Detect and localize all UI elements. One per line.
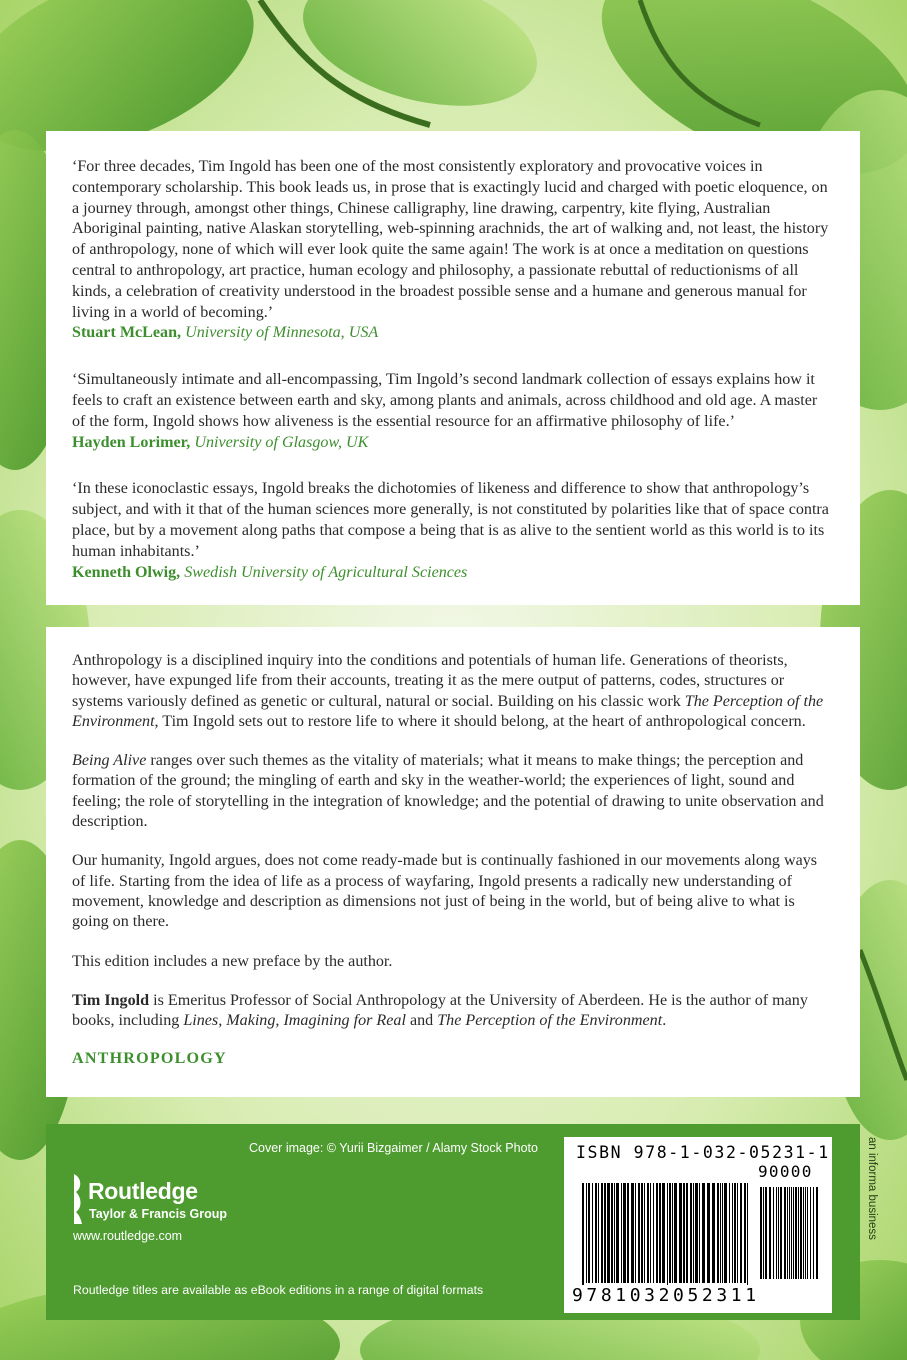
barcode-bar (816, 1187, 818, 1279)
quote-affiliation: Swedish University of Agricultural Sciences (184, 563, 468, 581)
barcode-bar (631, 1183, 634, 1283)
brand-name: Routledge (88, 1178, 198, 1204)
edition-note: This edition includes a new preface by the author. (72, 952, 393, 970)
barcode-bar (810, 1187, 811, 1279)
barcode-bar (667, 1183, 668, 1291)
author-name: Tim Ingold (72, 991, 150, 1009)
barcode-bar (699, 1183, 700, 1283)
quote-text: ‘Simultaneously intimate and all-encompassing, Tim Ingold’s second landmark collection of essays explains how it feels to craft an existence between earth and sky, among plants and animals, across childhood and old age. A master of the form, Ingold shows how aliveness is the essential resource for an affirmative philosophy of life.’ (72, 371, 818, 430)
barcode-bar (611, 1183, 613, 1283)
quote-attribution (72, 563, 834, 584)
barcode-bar (787, 1187, 788, 1279)
endorsements-panel (46, 131, 860, 605)
barcode-bar (702, 1183, 705, 1283)
barcode-bar (659, 1183, 661, 1283)
barcode-bar (734, 1183, 736, 1283)
cover-credit: Cover image: © Yurii Bizgaimer / Alamy Stock Photo (249, 1141, 538, 1155)
barcode-bar (650, 1183, 651, 1283)
barcode-bar (747, 1183, 748, 1291)
quote-affiliation: University of Glasgow, UK (194, 433, 369, 451)
barcode-bar (638, 1183, 640, 1283)
barcode-bar (653, 1183, 654, 1283)
barcode-bar (732, 1183, 733, 1283)
barcode-bar (614, 1183, 615, 1283)
barcode-bar (722, 1183, 723, 1283)
barcode-bar (595, 1183, 597, 1283)
barcode-bar (773, 1187, 774, 1279)
author-bio: Tim Ingold is Emeritus Professor of Social Anthropology at the University of Aberdeen. He is the author of many books, including Lines, Making, Imagining for Real and The Perception of the Environment. (72, 991, 808, 1030)
barcode-bar (604, 1183, 606, 1283)
barcode-bar (707, 1183, 710, 1283)
price-code: 90000 (758, 1162, 813, 1181)
barcode-bar (683, 1183, 685, 1283)
barcode-bar (607, 1183, 610, 1283)
barcode-bar (616, 1183, 619, 1283)
barcode-bar (686, 1183, 688, 1283)
quote-text: ‘In these iconoclastic essays, Ingold breaks the dichotomies of likeness and difference to show that anthropology’s subject, and with it that of the human sciences more generally, is not constituted by polarities like that of space contra place, but by a movement along paths that compose a being that is as alive to the sentient world as this world is to its human inhabitants.’ (72, 480, 829, 560)
barcode-bar (729, 1183, 730, 1283)
barcode-bar (695, 1183, 698, 1283)
barcode-bar (712, 1183, 715, 1283)
barcode-bar (598, 1183, 599, 1283)
endorsement-3 (72, 479, 834, 583)
barcode-bar (586, 1183, 587, 1283)
barcode-bar (800, 1187, 802, 1279)
barcode-bar (647, 1183, 649, 1283)
barcode-bar (674, 1183, 677, 1283)
endorsement-1 (72, 157, 834, 344)
barcode-bar (813, 1187, 814, 1279)
barcode-bar (793, 1187, 794, 1279)
barcode-bar (672, 1183, 673, 1283)
barcode-bar (740, 1183, 742, 1283)
barcode-bar (635, 1183, 636, 1283)
barcode-bar (789, 1187, 790, 1279)
barcode-bar (798, 1187, 799, 1279)
book-title: The Perception of the Environment (72, 692, 824, 730)
quote-author: Hayden Lorimer, (72, 433, 191, 451)
quote-author: Stuart McLean, (72, 324, 182, 342)
barcode-bar (621, 1183, 622, 1283)
description-paragraph-2: Being Alive ranges over such themes as the vitality of materials; what it means to make things; the perception and formation of the ground; the mingling of earth and sky in the weather-world; the experiences of light, sound and feeling; the role of storytelling in the integration of knowledge; and the potential of drawing to unite observation and description. (72, 752, 824, 831)
ebook-note: Routledge titles are available as eBook editions in a range of digital formats (73, 1283, 484, 1297)
description-panel (46, 627, 860, 1097)
barcode-bar (693, 1183, 694, 1283)
publisher-footer (46, 1124, 860, 1320)
barcode-bar (807, 1187, 808, 1279)
informa-tagline: an informa business (866, 1137, 878, 1240)
publisher-url[interactable]: www.routledge.com (73, 1229, 183, 1243)
subject-category: ANTHROPOLOGY (72, 1050, 227, 1068)
barcode-bar (601, 1183, 603, 1283)
barcode-bar (588, 1183, 590, 1283)
barcode-bar (763, 1187, 764, 1279)
quote-author: Kenneth Olwig, (72, 563, 181, 581)
brand-subtitle: Taylor & Francis Group (89, 1207, 227, 1221)
barcode-bar (778, 1187, 779, 1279)
barcode-bar (669, 1183, 671, 1283)
barcode-bar (744, 1183, 746, 1283)
barcode-bar (737, 1183, 738, 1283)
barcode-bar (679, 1183, 682, 1283)
description-paragraph-1: Anthropology is a disciplined inquiry into the conditions and potentials of human life. Generations of theorists, however, have expunged life from their accounts, treating it as the mere output of patterns, codes, structures or systems variously defined as genetic or cultural, natural or social. Building on his classic work The Perception of the Environment, Tim Ingold sets out to restore life to where it should belong, at the heart of anthropological concern. (72, 652, 824, 730)
barcode (572, 1183, 822, 1301)
barcode-bar (656, 1183, 658, 1283)
barcode-bar (644, 1183, 645, 1283)
description-paragraph-3: Our humanity, Ingold argues, does not come ready-made but is continually fashioned in our movements along ways of life. Starting from the idea of life as a process of wayfaring, Ingold presents a radically new understanding of movement, knowledge and description as dimensions not just of being in the world, but of being alive to what is going on there. (72, 852, 818, 931)
quote-attribution (72, 323, 834, 344)
isbn-barcode-box (564, 1137, 832, 1313)
barcode-bar (690, 1183, 692, 1283)
barcode-bar (776, 1187, 777, 1279)
endorsement-2 (72, 370, 834, 453)
isbn-label: ISBN 978-1-032-05231-1 (576, 1143, 830, 1162)
barcode-bar (769, 1187, 771, 1279)
quote-text: ‘For three decades, Tim Ingold has been one of the most consistently exploratory and provocative voices in contemporary scholarship. This book leads us, in prose that is exactingly lucid and charged with poetic eloquence, on a journey through, amongst other things, Chinese calligraphy, line drawing, carpentry, kite flying, Australian Aboriginal painting, native Alaskan storytelling, web-spinning arachnids, the art of walking and, not least, the history of anthropology, none of which will ever look quite the same again! The work is at once a meditation on questions central to anthropology, art practice, human ecology and philosophy, a passionate rebuttal of reductionisms of all kinds, a celebration of creativity understood in the broadest possible sense and a humane and generous manual for living in a world of becoming.’ (72, 158, 829, 321)
barcode-bar (765, 1187, 767, 1279)
barcode-bar (791, 1187, 792, 1279)
ean-digits: 9781032052311 (572, 1285, 760, 1306)
barcode-bar (795, 1187, 797, 1279)
barcode-bar (720, 1183, 721, 1283)
quote-affiliation: University of Minnesota, USA (185, 324, 379, 342)
barcode-bar (582, 1183, 584, 1291)
barcode-bar (724, 1183, 727, 1283)
routledge-logo-icon (72, 1174, 84, 1224)
barcode-bar (784, 1187, 786, 1279)
book-title: Being Alive (72, 752, 147, 770)
barcode-bar (641, 1183, 643, 1283)
barcode-bar (780, 1187, 782, 1279)
barcode-bar (623, 1183, 626, 1283)
barcode-bar (803, 1187, 804, 1279)
barcode-bar (627, 1183, 629, 1283)
barcode-bar (717, 1183, 719, 1283)
barcode-bar (805, 1187, 806, 1279)
barcode-bar (592, 1183, 593, 1283)
barcode-bar (760, 1187, 762, 1279)
barcode-bar (662, 1183, 665, 1283)
quote-attribution (72, 433, 834, 454)
